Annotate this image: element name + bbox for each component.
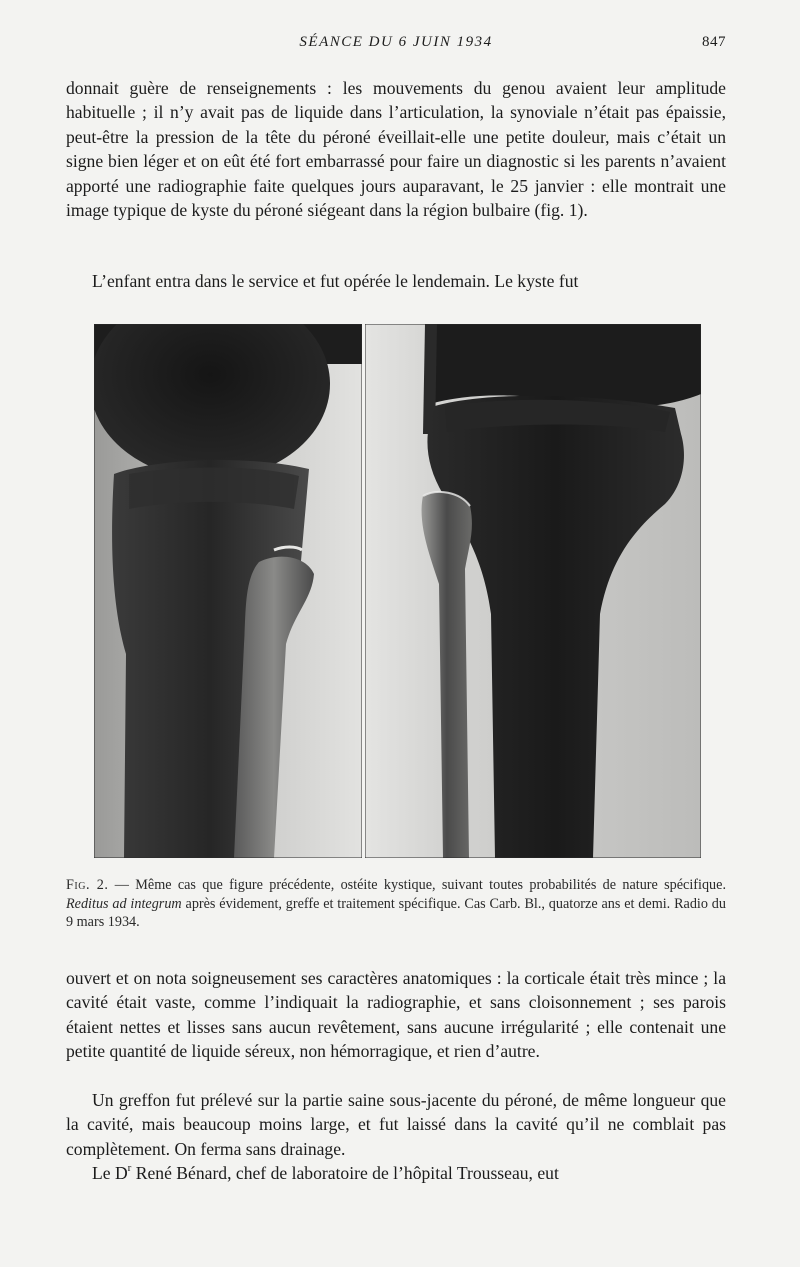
- caption-italic: Reditus ad integrum: [66, 895, 182, 912]
- page-number: 847: [702, 34, 726, 50]
- p5-before: Le D: [92, 1163, 128, 1183]
- radiograph-frontal-view: [365, 324, 701, 858]
- figure-radiographs: [94, 324, 701, 858]
- body-paragraph-3: ouvert et on nota soigneusement ses caractères anatomiques : la corticale était très mince ; la cavité était vaste, comme l’indiquait la radiographie, et sans cloisonnement ; ses parois étaient nettes et lisses sans aucun revêtement, sans aucune irrégularité ; elle contenait une petite quantité de liquide séreux, non hémorragique, et rien d’autre.: [66, 968, 726, 1062]
- figure-label: Fig. 2.: [66, 877, 109, 893]
- radiograph-lateral-view: [94, 324, 362, 858]
- body-paragraph-5: [66, 1161, 726, 1185]
- body-paragraph-2: L’enfant entra dans le service et fut opérée le lendemain. Le kyste fut: [92, 271, 579, 291]
- running-head: [66, 34, 726, 56]
- body-paragraph-4: Un greffon fut prélevé sur la partie saine sous-jacente du péroné, de même longueur que la cavité, mais beaucoup moins large, et fut laissé dans la cavité qu’il ne comblait pas complètement. On ferma sans drainage.: [66, 1090, 726, 1159]
- caption-text-1: — Même cas que figure précédente, ostéite kystique, suivant toutes probabilités de nature spécifique.: [108, 877, 726, 893]
- figure-caption: [66, 876, 726, 932]
- body-paragraph-1: donnait guère de renseignements : les mouvements du genou avaient leur amplitude habituelle ; il n’y avait pas de liquide dans l’articulation, la synoviale n’était pas épaissie, peut-être la pression de la tête du péroné éveillait-elle une petite douleur, mais c’était un signe bien léger et on eût été fort embarrassé pour faire un diagnostic si les parents n’avaient apporté une radiographie faite quelques jours auparavant, le 25 janvier : elle montrait une image typique de kyste du péroné siégeant dans la région bulbaire (fig. 1).: [66, 78, 726, 221]
- running-title: SÉANCE DU 6 JUIN 1934: [299, 34, 493, 50]
- p5-after: René Bénard, chef de laboratoire de l’hôpital Trousseau, eut: [131, 1163, 559, 1183]
- p5-superscript: r: [127, 1162, 132, 1174]
- caption-text-2: après évidement, greffe et traitement spécifique. Cas Carb. Bl., quatorze ans et demi. Radio du 9 mars 1934.: [66, 895, 726, 931]
